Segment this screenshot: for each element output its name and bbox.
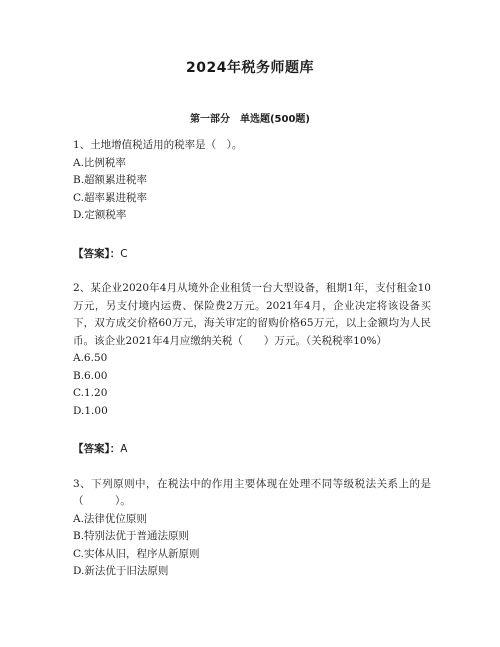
answer-line bbox=[73, 246, 431, 264]
question-list bbox=[73, 137, 431, 581]
option-b: B.超额累进税率 bbox=[73, 174, 148, 186]
option-a: A.比例税率 bbox=[73, 156, 126, 169]
option-b: B.6.00 bbox=[73, 369, 108, 382]
option-list bbox=[73, 511, 431, 581]
question-number: 2、 bbox=[73, 282, 91, 294]
option-b: B.特别法优于普通法原则 bbox=[73, 530, 190, 542]
question-number: 3、 bbox=[73, 477, 92, 490]
answer-label: 【答案】： bbox=[73, 443, 121, 455]
question-1 bbox=[73, 137, 431, 263]
answer-value: A bbox=[120, 443, 128, 455]
section-title: 第一部分 单选题(500题) bbox=[189, 114, 310, 125]
question-stem: 下列原则中，在税法中的作用主要体现在处理不同等级税法关系上的是（ ）。 bbox=[73, 477, 431, 507]
option-c: C.超率累进税率 bbox=[73, 191, 147, 204]
answer-line bbox=[73, 441, 431, 459]
answer-value: C bbox=[120, 247, 128, 260]
question-text bbox=[73, 476, 431, 511]
question-text bbox=[73, 137, 431, 155]
document-title: 2024年税务师题库 bbox=[186, 60, 314, 76]
option-d: D.定额税率 bbox=[73, 209, 127, 221]
option-c: C.实体从旧，程序从新原则 bbox=[73, 547, 200, 560]
question-stem: 土地增值税适用的税率是（ ）。 bbox=[90, 139, 243, 151]
option-c: C.1.20 bbox=[73, 387, 108, 399]
question-2 bbox=[73, 280, 431, 459]
option-a: A.6.50 bbox=[73, 352, 108, 364]
option-d: D.1.00 bbox=[73, 404, 108, 417]
option-list bbox=[73, 155, 431, 225]
question-text bbox=[73, 280, 431, 350]
option-list bbox=[73, 350, 431, 420]
option-d: D.新法优于旧法原则 bbox=[73, 565, 169, 577]
option-a: A.法律优位原则 bbox=[73, 512, 147, 525]
question-3 bbox=[73, 476, 431, 581]
question-stem: 某企业2020年4月从境外企业租赁一台大型设备，租期1年，支付租金10万元，另支付境内运费、保险费2万元。2021年4月，企业决定将该设备买下，双方成交价格60万元，海关审定的留购价格65万元，以上金额均为人民币。该企业2021年4月应缴纳关税（ ）万元。（关税税率10%） bbox=[73, 282, 431, 347]
question-number: 1、 bbox=[73, 139, 91, 151]
answer-label: 【答案】： bbox=[73, 247, 121, 260]
